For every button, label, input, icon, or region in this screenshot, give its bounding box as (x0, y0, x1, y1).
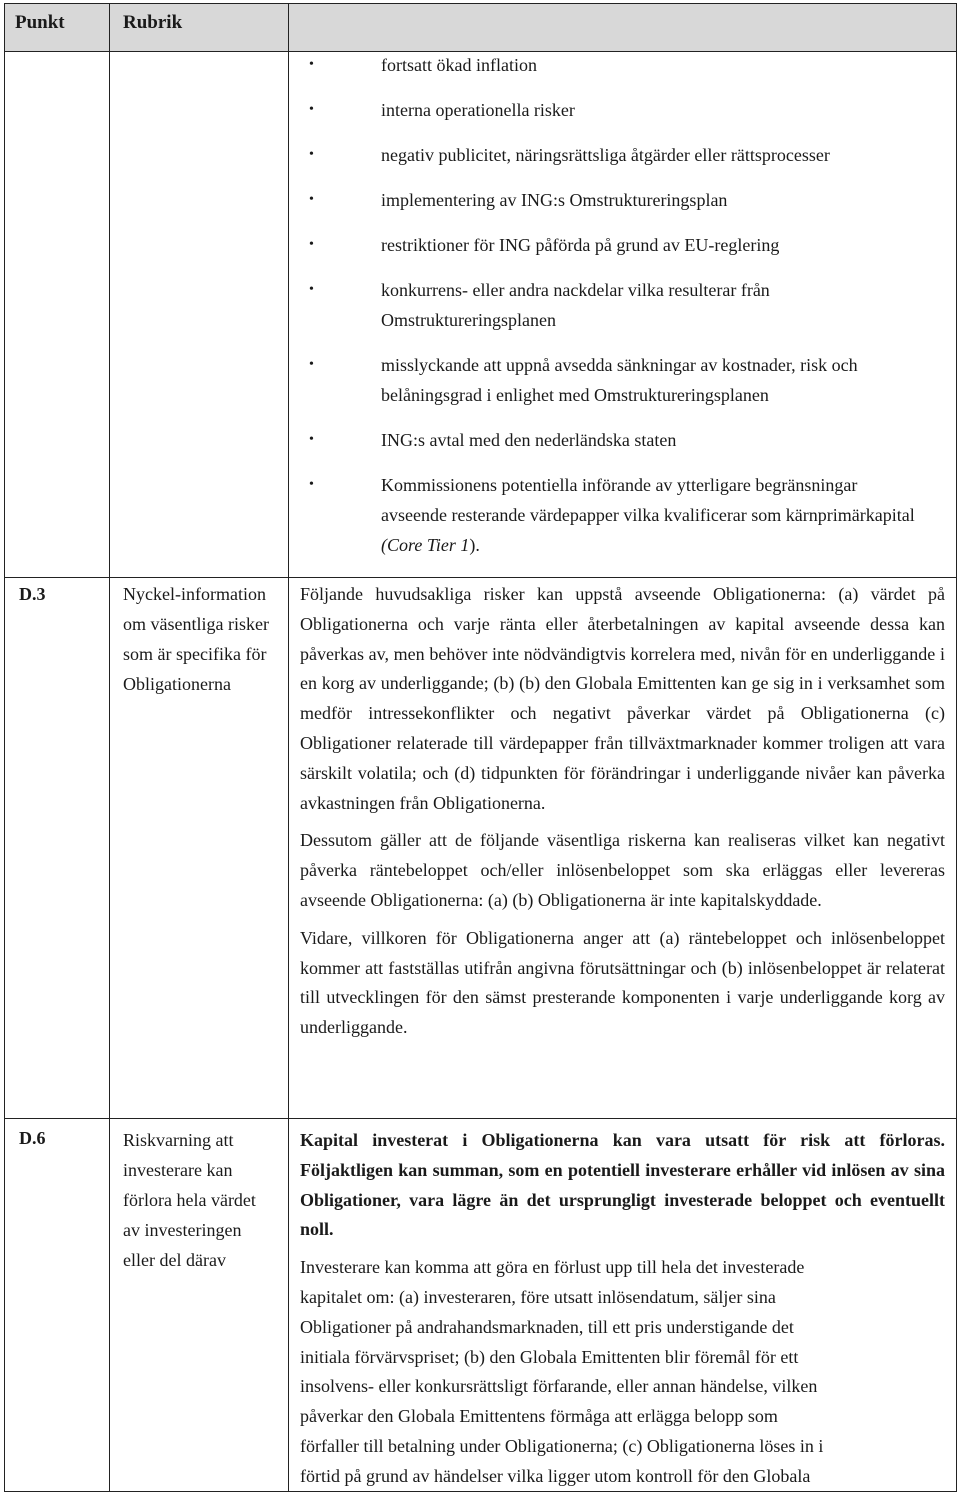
rubrik-d3: Nyckel-information om väsentliga risker som är specifika för Obligationerna (123, 584, 269, 694)
summary-table (4, 3, 957, 1492)
list-item: • implementering av ING:s Omstruktureringsplan (309, 190, 728, 210)
text-line: påverkar den Globala Emittentens förmåga att erlägga belopp som (300, 1406, 778, 1427)
list-item: • restriktioner för ING påförda på grund av EU-reglering (309, 235, 780, 255)
text-line: insolvens- eller konkursrättsligt förfarande, eller annan händelse, vilken (300, 1376, 818, 1397)
risk-bullet-list (299, 50, 919, 575)
list-item: • negativ publicitet, näringsrättsliga åtgärder eller rättsprocesser (309, 145, 830, 165)
table-header (5, 4, 956, 51)
d6-paragraph-bold: Kapital investerat i Obligationerna kan vara utsatt för risk att förloras. Följaktligen kan summan, som en potentiell investerare erhåller vid inlösen av sina Obligationer, vara lägre än det ursprungligt investerade beloppet och eventuellt noll. (300, 1130, 945, 1240)
list-item: • interna operationella risker (309, 100, 575, 120)
header-rubrik: Rubrik (123, 12, 183, 33)
header-punkt: Punkt (15, 12, 65, 33)
list-item: • konkurrens- eller andra nackdelar vilka resulterar från Omstruktureringsplanen (309, 280, 770, 330)
column-divider-2 (288, 4, 289, 1491)
d6-content (300, 1126, 945, 1492)
d3-paragraph-1: Följande huvudsakliga risker kan uppstå avseende Obligationerna: (a) värdet på Obligationerna och varje ränta eller återbetalningen av kapital avseende dessa kan påverkas av, men behöver inte nödvändigtvis korrelera med, nivån för en underliggande i en korg av underliggande; (b) (b) den Globala Emittenten kan ge sig in i verksamhet som medför intressekonflikter och negativt påverkar värdet på Obligationerna (c) Obligationer relaterade till värdepapper från tillväxtmarknader kommer troligen att vara särskilt volatila; och (d) tidpunkten för förändringar i underliggande nivåer kan påverka avkastningen från Obligationerna. (300, 584, 945, 813)
punkt-d3: D.3 (19, 584, 46, 604)
rubrik-d6: Riskvarning att investerare kan förlora hela värdet av investeringen eller del därav (123, 1130, 256, 1270)
list-item: • ING:s avtal med den nederländska staten (309, 430, 677, 450)
text-line: förfaller till betalning under Obligationerna; (c) Obligationerna löses in i (300, 1435, 824, 1456)
row-divider-d6 (5, 1118, 956, 1119)
list-item: • misslyckande att uppnå avsedda sänkningar av kostnader, risk och belåningsgrad i enlighet med Omstruktureringsplanen (309, 355, 858, 405)
text-line: kapitalet om: (a) investeraren, före utsatt inlösendatum, säljer sina (300, 1286, 776, 1307)
text-line: Obligationer på andrahandsmarknaden, till ett pris understigande det (300, 1316, 794, 1337)
text-line: initiala förvärvspriset; (b) den Globala Emittenten blir föremål för ett (300, 1346, 799, 1367)
list-item: • fortsatt ökad inflation (309, 55, 537, 75)
text-line: Investerare kan komma att göra en förlust upp till hela det investerade (300, 1257, 805, 1278)
row-divider-d3 (5, 577, 956, 578)
column-divider-1 (109, 4, 110, 1491)
text-line: förtid på grund av händelser vilka ligger utom kontroll för den Globala (300, 1465, 811, 1486)
d3-content (300, 580, 945, 1051)
punkt-d6: D.6 (19, 1128, 46, 1148)
d3-paragraph-2: Dessutom gäller att de följande väsentliga riskerna kan realiseras vilket kan negativt påverka räntebeloppet och/eller inlösenbeloppet som ska erläggas eller levereras avseende Obligationerna: (a) (b) Obligationerna är inte kapitalskyddade. (300, 830, 945, 910)
d6-paragraph-2 (300, 1253, 945, 1491)
d3-paragraph-3: Vidare, villkoren för Obligationerna anger att (a) räntebeloppet och inlösenbeloppet kommer att fastställas utifrån angivna förutsättningar och (b) inlösenbeloppet är relaterat till utvecklingen för den sämst presterande komponenten i varje underliggande korg av underliggande. (300, 927, 945, 1038)
list-item: • Kommissionens potentiella införande av ytterligare begränsningar avseende resterande värdepapper vilka kvalificerar som kärnprimärkapital (Core Tier 1). (309, 475, 915, 555)
